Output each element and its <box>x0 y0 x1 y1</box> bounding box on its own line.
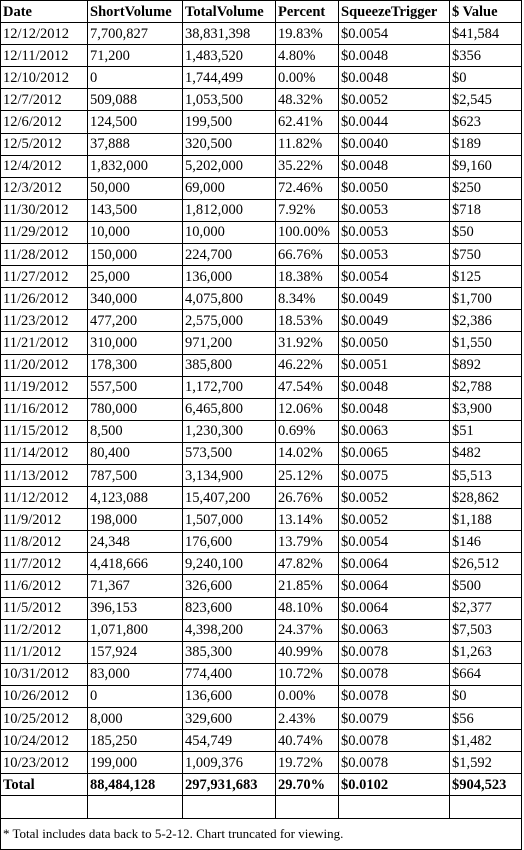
table-row <box>1 45 522 67</box>
short-volume-cell: 787,500 <box>88 464 183 486</box>
total-total-volume: 297,931,683 <box>183 774 276 796</box>
table-row <box>1 266 522 288</box>
short-volume-cell: 83,000 <box>88 663 183 685</box>
squeeze-trigger-cell: $0.0048 <box>339 376 450 398</box>
short-volume-cell: 0 <box>88 685 183 707</box>
short-volume-cell: 199,000 <box>88 752 183 774</box>
table-row <box>1 487 522 509</box>
short-volume-cell: 4,123,088 <box>88 487 183 509</box>
dollar-value-cell: $56 <box>450 708 522 730</box>
empty-cell <box>1 796 88 819</box>
total-volume-cell: 1,172,700 <box>183 376 276 398</box>
short-volume-cell: 50,000 <box>88 177 183 199</box>
percent-cell: 47.54% <box>276 376 339 398</box>
dollar-value-cell: $2,386 <box>450 310 522 332</box>
percent-cell: 13.79% <box>276 531 339 553</box>
total-volume-cell: 823,600 <box>183 597 276 619</box>
short-volume-cell: 509,088 <box>88 89 183 111</box>
total-short-volume: 88,484,128 <box>88 774 183 796</box>
short-volume-cell: 157,924 <box>88 641 183 663</box>
squeeze-trigger-cell: $0.0075 <box>339 464 450 486</box>
date-cell: 11/5/2012 <box>1 597 88 619</box>
table-row <box>1 575 522 597</box>
squeeze-trigger-cell: $0.0079 <box>339 708 450 730</box>
empty-cell <box>276 796 339 819</box>
table-row <box>1 354 522 376</box>
squeeze-trigger-cell: $0.0054 <box>339 531 450 553</box>
table-row <box>1 177 522 199</box>
percent-cell: 18.53% <box>276 310 339 332</box>
total-volume-cell: 199,500 <box>183 111 276 133</box>
table-row <box>1 67 522 89</box>
total-volume-cell: 1,483,520 <box>183 45 276 67</box>
percent-cell: 12.06% <box>276 398 339 420</box>
total-volume-cell: 573,500 <box>183 442 276 464</box>
percent-cell: 13.14% <box>276 509 339 531</box>
total-volume-cell: 3,134,900 <box>183 464 276 486</box>
total-percent: 29.70% <box>276 774 339 796</box>
date-cell: 11/19/2012 <box>1 376 88 398</box>
short-volume-cell: 8,000 <box>88 708 183 730</box>
short-volume-cell: 0 <box>88 67 183 89</box>
dollar-value-cell: $892 <box>450 354 522 376</box>
table-row <box>1 199 522 221</box>
dollar-value-cell: $28,862 <box>450 487 522 509</box>
table-row <box>1 221 522 243</box>
date-cell: 11/26/2012 <box>1 288 88 310</box>
short-volume-cell: 340,000 <box>88 288 183 310</box>
date-cell: 11/16/2012 <box>1 398 88 420</box>
date-cell: 12/10/2012 <box>1 67 88 89</box>
table-row <box>1 442 522 464</box>
table-row <box>1 752 522 774</box>
percent-cell: 47.82% <box>276 553 339 575</box>
date-cell: 10/24/2012 <box>1 730 88 752</box>
empty-cell <box>339 796 450 819</box>
squeeze-trigger-cell: $0.0063 <box>339 420 450 442</box>
dollar-value-cell: $1,263 <box>450 641 522 663</box>
total-volume-cell: 774,400 <box>183 663 276 685</box>
percent-cell: 66.76% <box>276 244 339 266</box>
total-dollar-value: $904,523 <box>450 774 522 796</box>
short-volume-cell: 143,500 <box>88 199 183 221</box>
header-dollar-value: $ Value <box>450 1 522 23</box>
dollar-value-cell: $2,377 <box>450 597 522 619</box>
table-row <box>1 531 522 553</box>
header-short-volume: ShortVolume <box>88 1 183 23</box>
squeeze-trigger-cell: $0.0064 <box>339 553 450 575</box>
short-volume-cell: 71,367 <box>88 575 183 597</box>
short-volume-cell: 780,000 <box>88 398 183 420</box>
dollar-value-cell: $0 <box>450 67 522 89</box>
header-total-volume: TotalVolume <box>183 1 276 23</box>
table-row <box>1 332 522 354</box>
short-volume-cell: 124,500 <box>88 111 183 133</box>
dollar-value-cell: $50 <box>450 221 522 243</box>
table-row <box>1 89 522 111</box>
total-volume-cell: 2,575,000 <box>183 310 276 332</box>
total-volume-cell: 971,200 <box>183 332 276 354</box>
squeeze-trigger-cell: $0.0049 <box>339 288 450 310</box>
squeeze-trigger-cell: $0.0050 <box>339 177 450 199</box>
squeeze-trigger-cell: $0.0050 <box>339 332 450 354</box>
squeeze-trigger-cell: $0.0052 <box>339 89 450 111</box>
short-volume-cell: 80,400 <box>88 442 183 464</box>
table-row <box>1 288 522 310</box>
squeeze-trigger-cell: $0.0053 <box>339 199 450 221</box>
total-volume-cell: 224,700 <box>183 244 276 266</box>
table-row <box>1 155 522 177</box>
squeeze-trigger-cell: $0.0078 <box>339 641 450 663</box>
dollar-value-cell: $3,900 <box>450 398 522 420</box>
short-volume-cell: 178,300 <box>88 354 183 376</box>
dollar-value-cell: $5,513 <box>450 464 522 486</box>
total-volume-cell: 38,831,398 <box>183 23 276 45</box>
total-volume-cell: 1,507,000 <box>183 509 276 531</box>
dollar-value-cell: $7,503 <box>450 619 522 641</box>
date-cell: 11/6/2012 <box>1 575 88 597</box>
table-row <box>1 730 522 752</box>
table-row <box>1 464 522 486</box>
squeeze-trigger-cell: $0.0064 <box>339 575 450 597</box>
total-volume-cell: 176,600 <box>183 531 276 553</box>
table-row <box>1 641 522 663</box>
short-volume-cell: 8,500 <box>88 420 183 442</box>
squeeze-trigger-cell: $0.0053 <box>339 221 450 243</box>
short-volume-cell: 1,071,800 <box>88 619 183 641</box>
total-volume-cell: 454,749 <box>183 730 276 752</box>
dollar-value-cell: $482 <box>450 442 522 464</box>
dollar-value-cell: $750 <box>450 244 522 266</box>
squeeze-trigger-cell: $0.0048 <box>339 67 450 89</box>
table-row <box>1 685 522 707</box>
table-row <box>1 133 522 155</box>
short-volume-cell: 185,250 <box>88 730 183 752</box>
total-volume-cell: 1,053,500 <box>183 89 276 111</box>
total-squeeze-trigger: $0.0102 <box>339 774 450 796</box>
date-cell: 12/4/2012 <box>1 155 88 177</box>
date-cell: 12/3/2012 <box>1 177 88 199</box>
squeeze-trigger-cell: $0.0054 <box>339 23 450 45</box>
date-cell: 11/23/2012 <box>1 310 88 332</box>
squeeze-trigger-cell: $0.0052 <box>339 487 450 509</box>
header-row <box>1 1 522 23</box>
percent-cell: 40.99% <box>276 641 339 663</box>
squeeze-trigger-cell: $0.0040 <box>339 133 450 155</box>
date-cell: 11/9/2012 <box>1 509 88 531</box>
total-volume-cell: 385,800 <box>183 354 276 376</box>
percent-cell: 24.37% <box>276 619 339 641</box>
percent-cell: 10.72% <box>276 663 339 685</box>
percent-cell: 31.92% <box>276 332 339 354</box>
total-volume-cell: 326,600 <box>183 575 276 597</box>
table-row <box>1 376 522 398</box>
date-cell: 10/31/2012 <box>1 663 88 685</box>
date-cell: 10/23/2012 <box>1 752 88 774</box>
date-cell: 11/28/2012 <box>1 244 88 266</box>
dollar-value-cell: $146 <box>450 531 522 553</box>
date-cell: 11/27/2012 <box>1 266 88 288</box>
squeeze-trigger-cell: $0.0078 <box>339 685 450 707</box>
total-volume-cell: 1,744,499 <box>183 67 276 89</box>
total-volume-cell: 136,000 <box>183 266 276 288</box>
squeeze-trigger-cell: $0.0052 <box>339 509 450 531</box>
squeeze-trigger-cell: $0.0048 <box>339 45 450 67</box>
dollar-value-cell: $718 <box>450 199 522 221</box>
short-volume-cell: 7,700,827 <box>88 23 183 45</box>
date-cell: 11/21/2012 <box>1 332 88 354</box>
total-volume-cell: 4,075,800 <box>183 288 276 310</box>
total-volume-cell: 69,000 <box>183 177 276 199</box>
squeeze-trigger-cell: $0.0053 <box>339 244 450 266</box>
date-cell: 11/2/2012 <box>1 619 88 641</box>
squeeze-trigger-cell: $0.0064 <box>339 597 450 619</box>
dollar-value-cell: $26,512 <box>450 553 522 575</box>
dollar-value-cell: $1,550 <box>450 332 522 354</box>
total-volume-cell: 136,600 <box>183 685 276 707</box>
short-volume-cell: 71,200 <box>88 45 183 67</box>
percent-cell: 35.22% <box>276 155 339 177</box>
total-volume-cell: 1,230,300 <box>183 420 276 442</box>
table-row <box>1 111 522 133</box>
date-cell: 11/12/2012 <box>1 487 88 509</box>
total-row <box>1 774 522 796</box>
percent-cell: 4.80% <box>276 45 339 67</box>
percent-cell: 62.41% <box>276 111 339 133</box>
percent-cell: 18.38% <box>276 266 339 288</box>
squeeze-trigger-cell: $0.0078 <box>339 752 450 774</box>
spacer-row <box>1 796 522 819</box>
squeeze-trigger-cell: $0.0044 <box>339 111 450 133</box>
empty-cell <box>183 796 276 819</box>
percent-cell: 48.32% <box>276 89 339 111</box>
table-row <box>1 553 522 575</box>
total-volume-cell: 320,500 <box>183 133 276 155</box>
date-cell: 11/14/2012 <box>1 442 88 464</box>
table-row <box>1 420 522 442</box>
dollar-value-cell: $2,788 <box>450 376 522 398</box>
total-volume-cell: 1,009,376 <box>183 752 276 774</box>
squeeze-trigger-cell: $0.0048 <box>339 398 450 420</box>
percent-cell: 100.00% <box>276 221 339 243</box>
table-body <box>1 23 522 774</box>
total-volume-cell: 329,600 <box>183 708 276 730</box>
dollar-value-cell: $250 <box>450 177 522 199</box>
short-volume-cell: 24,348 <box>88 531 183 553</box>
table-row <box>1 619 522 641</box>
total-volume-cell: 4,398,200 <box>183 619 276 641</box>
header-squeeze-trigger: SqueezeTrigger <box>339 1 450 23</box>
footnote: * Total includes data back to 5-2-12. Chart truncated for viewing. <box>1 819 522 850</box>
date-cell: 11/30/2012 <box>1 199 88 221</box>
date-cell: 11/8/2012 <box>1 531 88 553</box>
dollar-value-cell: $356 <box>450 45 522 67</box>
table-row <box>1 310 522 332</box>
table-row <box>1 23 522 45</box>
dollar-value-cell: $9,160 <box>450 155 522 177</box>
dollar-value-cell: $51 <box>450 420 522 442</box>
dollar-value-cell: $189 <box>450 133 522 155</box>
short-volume-cell: 4,418,666 <box>88 553 183 575</box>
dollar-value-cell: $2,545 <box>450 89 522 111</box>
percent-cell: 11.82% <box>276 133 339 155</box>
dollar-value-cell: $1,700 <box>450 288 522 310</box>
total-volume-cell: 10,000 <box>183 221 276 243</box>
short-volume-cell: 37,888 <box>88 133 183 155</box>
percent-cell: 72.46% <box>276 177 339 199</box>
percent-cell: 0.00% <box>276 67 339 89</box>
squeeze-trigger-cell: $0.0078 <box>339 663 450 685</box>
squeeze-trigger-cell: $0.0049 <box>339 310 450 332</box>
dollar-value-cell: $1,482 <box>450 730 522 752</box>
percent-cell: 19.72% <box>276 752 339 774</box>
dollar-value-cell: $623 <box>450 111 522 133</box>
dollar-value-cell: $0 <box>450 685 522 707</box>
footnote-row <box>1 819 522 850</box>
dollar-value-cell: $125 <box>450 266 522 288</box>
percent-cell: 26.76% <box>276 487 339 509</box>
total-label: Total <box>1 774 88 796</box>
percent-cell: 40.74% <box>276 730 339 752</box>
date-cell: 11/20/2012 <box>1 354 88 376</box>
percent-cell: 21.85% <box>276 575 339 597</box>
squeeze-trigger-cell: $0.0065 <box>339 442 450 464</box>
percent-cell: 0.69% <box>276 420 339 442</box>
empty-cell <box>88 796 183 819</box>
dollar-value-cell: $41,584 <box>450 23 522 45</box>
short-volume-cell: 396,153 <box>88 597 183 619</box>
short-volume-cell: 310,000 <box>88 332 183 354</box>
date-cell: 12/5/2012 <box>1 133 88 155</box>
percent-cell: 7.92% <box>276 199 339 221</box>
date-cell: 11/13/2012 <box>1 464 88 486</box>
date-cell: 12/6/2012 <box>1 111 88 133</box>
squeeze-trigger-cell: $0.0048 <box>339 155 450 177</box>
percent-cell: 14.02% <box>276 442 339 464</box>
percent-cell: 48.10% <box>276 597 339 619</box>
squeeze-trigger-cell: $0.0063 <box>339 619 450 641</box>
percent-cell: 0.00% <box>276 685 339 707</box>
date-cell: 12/12/2012 <box>1 23 88 45</box>
short-volume-cell: 557,500 <box>88 376 183 398</box>
date-cell: 11/15/2012 <box>1 420 88 442</box>
header-percent: Percent <box>276 1 339 23</box>
short-volume-cell: 10,000 <box>88 221 183 243</box>
date-cell: 11/7/2012 <box>1 553 88 575</box>
squeeze-trigger-cell: $0.0078 <box>339 730 450 752</box>
short-volume-cell: 477,200 <box>88 310 183 332</box>
percent-cell: 2.43% <box>276 708 339 730</box>
table-row <box>1 597 522 619</box>
header-date: Date <box>1 1 88 23</box>
total-volume-cell: 6,465,800 <box>183 398 276 420</box>
date-cell: 11/1/2012 <box>1 641 88 663</box>
total-volume-cell: 9,240,100 <box>183 553 276 575</box>
empty-cell <box>450 796 522 819</box>
dollar-value-cell: $1,592 <box>450 752 522 774</box>
short-volume-cell: 198,000 <box>88 509 183 531</box>
dollar-value-cell: $1,188 <box>450 509 522 531</box>
total-volume-cell: 5,202,000 <box>183 155 276 177</box>
squeeze-trigger-cell: $0.0051 <box>339 354 450 376</box>
date-cell: 10/26/2012 <box>1 685 88 707</box>
date-cell: 10/25/2012 <box>1 708 88 730</box>
percent-cell: 8.34% <box>276 288 339 310</box>
date-cell: 11/29/2012 <box>1 221 88 243</box>
percent-cell: 25.12% <box>276 464 339 486</box>
table-row <box>1 708 522 730</box>
total-volume-cell: 385,300 <box>183 641 276 663</box>
short-volume-cell: 25,000 <box>88 266 183 288</box>
table-row <box>1 663 522 685</box>
table-row <box>1 398 522 420</box>
dollar-value-cell: $500 <box>450 575 522 597</box>
percent-cell: 19.83% <box>276 23 339 45</box>
date-cell: 12/11/2012 <box>1 45 88 67</box>
total-volume-cell: 15,407,200 <box>183 487 276 509</box>
short-volume-cell: 1,832,000 <box>88 155 183 177</box>
table-row <box>1 244 522 266</box>
date-cell: 12/7/2012 <box>1 89 88 111</box>
total-volume-cell: 1,812,000 <box>183 199 276 221</box>
percent-cell: 46.22% <box>276 354 339 376</box>
dollar-value-cell: $664 <box>450 663 522 685</box>
short-volume-cell: 150,000 <box>88 244 183 266</box>
squeeze-trigger-cell: $0.0054 <box>339 266 450 288</box>
table-row <box>1 509 522 531</box>
